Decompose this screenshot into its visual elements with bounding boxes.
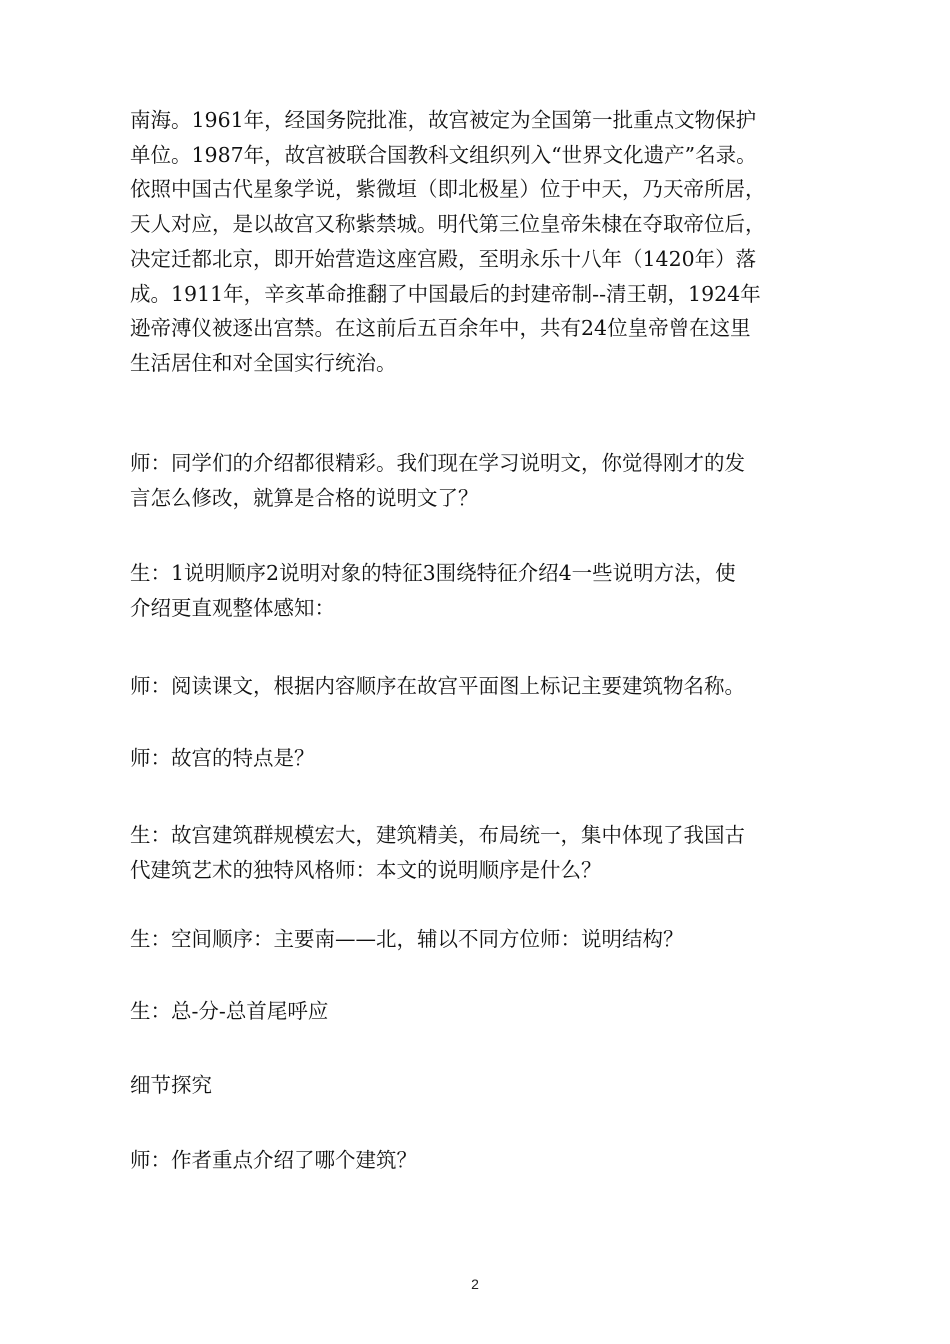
text-line: 师：同学们的介绍都很精彩。我们现在学习说明文，你觉得刚才的发 (130, 451, 745, 475)
text-line: 师：故宫的特点是？ (130, 746, 315, 770)
teacher-question-paragraph (130, 1143, 824, 1178)
teacher-question-paragraph (130, 741, 824, 776)
text-line: 细节探究 (130, 1073, 212, 1097)
student-answer-paragraph (130, 922, 824, 957)
page-number: 2 (471, 1276, 479, 1292)
student-answer-paragraph (130, 994, 824, 1029)
text-line: 代建筑艺术的独特风格师：本文的说明顺序是什么？ (130, 857, 602, 882)
text-line: 师：作者重点介绍了哪个建筑？ (130, 1148, 417, 1172)
text-line: 逊帝溥仪被逐出宫禁。在这前后五百余年中，共有24位皇帝曾在这里 (130, 316, 751, 341)
text-line: 依照中国古代星象学说，紫微垣（即北极星）位于中天，乃天帝所居， (130, 177, 766, 202)
text-line: 天人对应，是以故宫又称紫禁城。明代第三位皇帝朱棣在夺取帝位后， (130, 212, 766, 237)
text-line: 成。1911年，辛亥革命推翻了中国最后的封建帝制--清王朝，1924年 (130, 281, 761, 306)
text-line: 生：空间顺序：主要南——北，辅以不同方位师：说明结构？ (130, 927, 684, 951)
text-line: 言怎么修改，就算是合格的说明文了？ (130, 485, 479, 510)
text-line: 生活居住和对全国实行统治。 (130, 350, 397, 375)
text-line: 生：故宫建筑群规模宏大，建筑精美，布局统一，集中体现了我国古 (130, 823, 745, 847)
intro-paragraph (130, 103, 824, 381)
teacher-question-paragraph (130, 446, 824, 515)
text-line: 师：阅读课文，根据内容顺序在故宫平面图上标记主要建筑物名称。 (130, 674, 745, 698)
text-line: 南海。1961年，经国务院批准，故宫被定为全国第一批重点文物保护 (130, 108, 757, 132)
text-line: 生：1说明顺序2说明对象的特征3围绕特征介绍4一些说明方法，使 (130, 561, 736, 585)
text-line: 决定迁都北京，即开始营造这座宫殿，至明永乐十八年（1420年）落 (130, 246, 757, 271)
text-line: 生：总-分-总首尾呼应 (130, 999, 329, 1023)
student-answer-paragraph (130, 818, 824, 887)
student-answer-paragraph (130, 556, 824, 625)
teacher-instruction-paragraph (130, 669, 824, 704)
text-line: 单位。1987年，故宫被联合国教科文组织列入“世界文化遗产”名录。 (130, 142, 757, 167)
section-heading (130, 1068, 824, 1103)
text-line: 介绍更直观整体感知： (130, 595, 335, 620)
